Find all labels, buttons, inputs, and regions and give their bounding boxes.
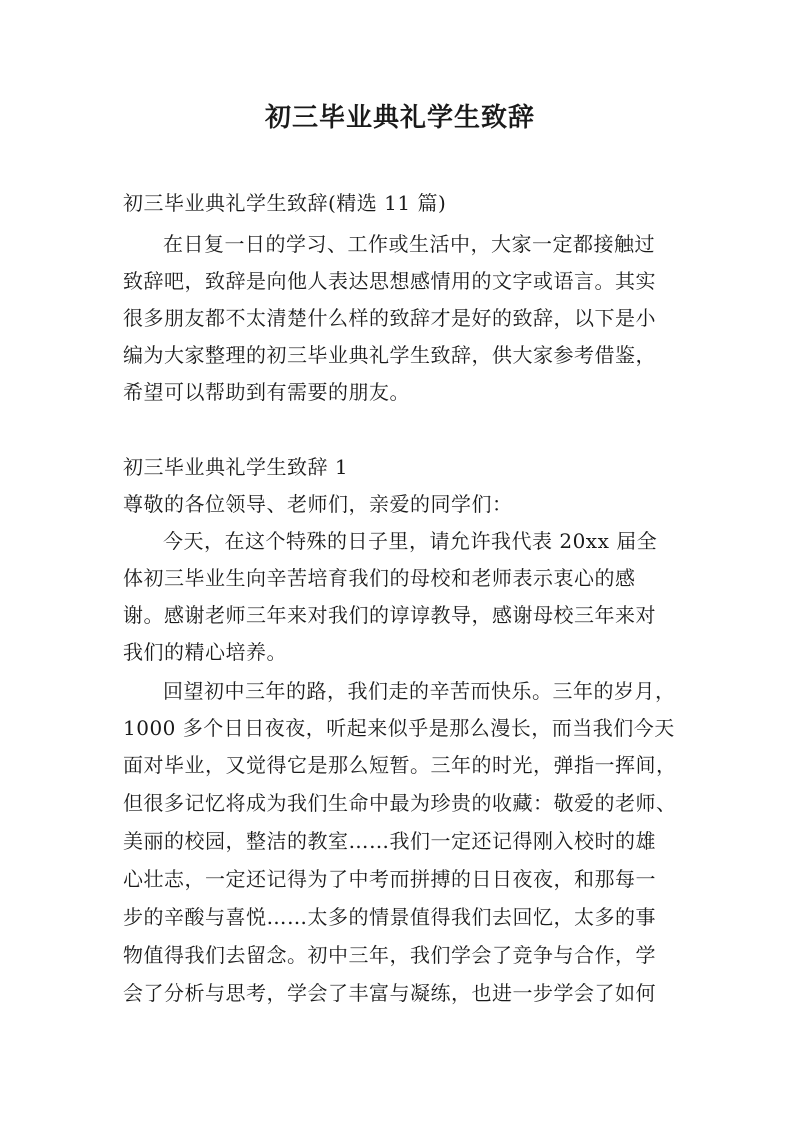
- paragraph-line: 心壮志，一定还记得为了中考而拼搏的日日夜夜，和那每一: [123, 867, 656, 891]
- paragraph-line: 我们的精心培养。: [123, 640, 287, 664]
- paragraph-line: 体初三毕业生向辛苦培育我们的母校和老师表示衷心的感: [123, 566, 636, 590]
- section-heading: 初三毕业典礼学生致辞 1: [123, 455, 349, 479]
- paragraph-line: 步的辛酸与喜悦……太多的情景值得我们去回忆，太多的事: [123, 905, 656, 929]
- document-subtitle: 初三毕业典礼学生致辞(精选 11 篇): [123, 191, 447, 215]
- paragraph-line: 谢。感谢老师三年来对我们的谆谆教导，感谢母校三年来对: [123, 603, 656, 627]
- paragraph-line: 物值得我们去留念。初中三年，我们学会了竞争与合作，学: [123, 943, 656, 967]
- paragraph-line: 回望初中三年的路，我们走的辛苦而快乐。三年的岁月，: [163, 679, 676, 703]
- salutation: 尊敬的各位领导、老师们，亲爱的同学们：: [123, 492, 513, 516]
- document-title: 初三毕业典礼学生致辞: [264, 103, 535, 133]
- paragraph-line: 会了分析与思考，学会了丰富与凝练，也进一步学会了如何: [123, 981, 656, 1005]
- intro-line: 很多朋友都不太清楚什么样的致辞才是好的致辞，以下是小: [123, 306, 656, 330]
- intro-line: 希望可以帮助到有需要的朋友。: [123, 380, 410, 404]
- intro-line: 在日复一日的学习、工作或生活中，大家一定都接触过: [163, 232, 655, 256]
- paragraph-line: 1000 多个日日夜夜，听起来似乎是那么漫长，而当我们今天: [123, 716, 675, 740]
- paragraph-line: 但很多记忆将成为我们生命中最为珍贵的收藏：敬爱的老师、: [123, 791, 677, 815]
- paragraph-line: 面对毕业，又觉得它是那么短暂。三年的时光，弹指一挥间，: [123, 753, 677, 777]
- intro-line: 致辞吧，致辞是向他人表达思想感情用的文字或语言。其实: [123, 269, 656, 293]
- intro-line: 编为大家整理的初三毕业典礼学生致辞，供大家参考借鉴，: [123, 343, 656, 367]
- paragraph-line: 今天，在这个特殊的日子里，请允许我代表 20xx 届全: [163, 529, 658, 553]
- paragraph-line: 美丽的校园，整洁的教室……我们一定还记得刚入校时的雄: [123, 829, 656, 853]
